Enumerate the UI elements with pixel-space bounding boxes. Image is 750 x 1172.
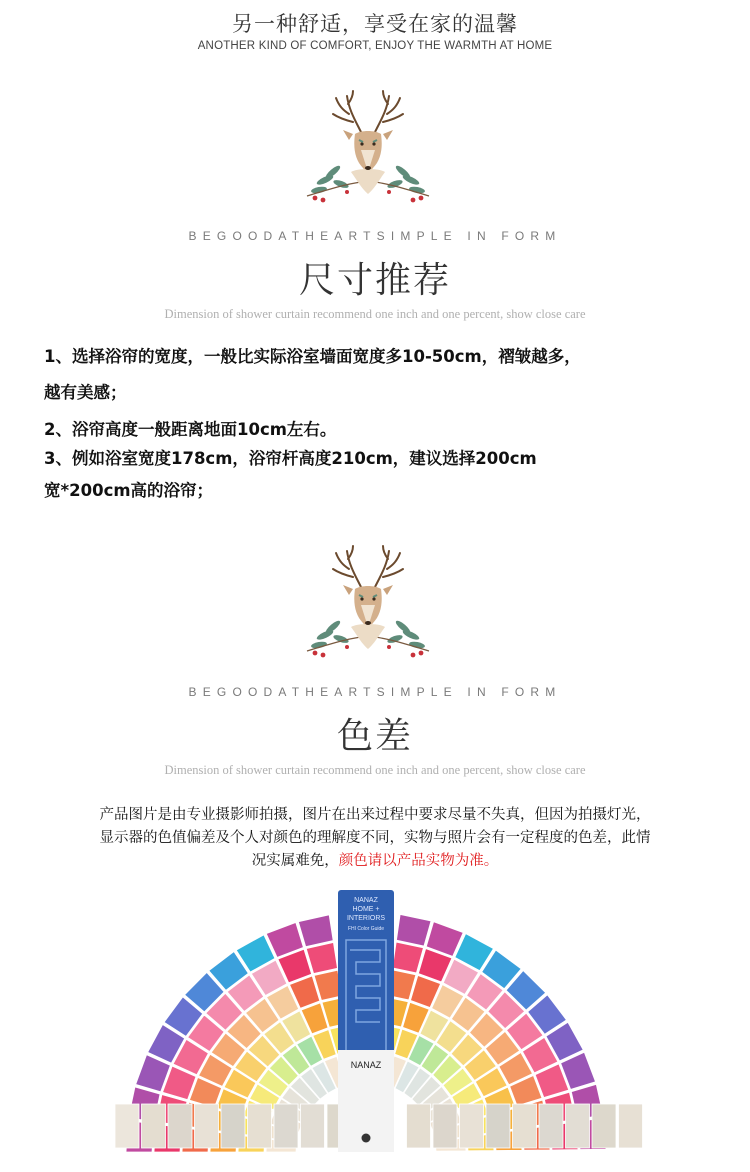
swatch-chip xyxy=(195,1104,219,1148)
deer-wreath-illustration xyxy=(303,543,433,661)
swatch-chip xyxy=(115,1104,139,1148)
swatch-chip xyxy=(168,1104,192,1148)
swatch-chip xyxy=(142,1104,166,1148)
antlers xyxy=(333,546,403,587)
swatch-chip xyxy=(221,1104,245,1148)
swatch-chip xyxy=(298,915,333,947)
color-notice-line-3 xyxy=(0,850,750,872)
color-notice-line-1: 产品图片是由专业摄影师拍摄，图片在出来过程中要求尽量不失真，但因为拍摄灯光， xyxy=(99,807,651,823)
deer-wreath-illustration xyxy=(303,88,433,206)
cover-line-3: INTERIORS xyxy=(346,915,386,922)
cover-line-1: NANAZ xyxy=(354,897,378,904)
swatch-chip xyxy=(392,942,423,973)
size-line-3: 3、例如浴室宽度178cm，浴帘杆高度210cm，建议选择200cm xyxy=(44,449,537,468)
header-title-en: ANOTHER KIND OF COMFORT, ENJOY THE WARMTH AT HOME xyxy=(197,40,553,52)
swatch-chip xyxy=(592,1104,616,1148)
swatch-chip xyxy=(301,1104,325,1148)
color-notice-line-2: 显示器的色值偏差及个人对颜色的理解度不同，实物与照片会有一定程度的色差，此情 xyxy=(99,830,651,846)
section-size-subtitle: Dimension of shower curtain recommend one inch and one percent, show close care xyxy=(164,307,586,321)
antlers xyxy=(333,91,403,132)
swatch-chip xyxy=(407,1104,431,1148)
color-notice-normal: 况实属难免， xyxy=(251,853,339,869)
header-title-cn: 另一种舒适，享受在家的温馨 xyxy=(232,12,518,36)
size-line-1: 1、选择浴帘的宽度，一般比实际浴室墙面宽度多10-50cm，褶皱越多， xyxy=(44,347,581,366)
section-size-title: 尺寸推荐 xyxy=(298,260,451,301)
section-color-tagline: BEGOODATHEARTSIMPLE IN FORM xyxy=(188,685,562,699)
guide-cover xyxy=(338,890,394,1152)
swatch-chip xyxy=(433,1104,457,1148)
cover-line-2: HOME + xyxy=(352,906,380,913)
swatch-chip xyxy=(539,1104,563,1148)
section-size-tagline: BEGOODATHEARTSIMPLE IN FORM xyxy=(188,229,562,243)
swatch-chip xyxy=(306,943,337,974)
swatch-chip xyxy=(486,1104,510,1148)
brand-label: NANAZ xyxy=(350,1060,382,1070)
size-line-1-cont: 越有美感； xyxy=(44,383,127,402)
swatch-chip xyxy=(619,1104,643,1148)
cover-line-4: FHI Color Guide xyxy=(347,926,385,932)
swatch-chip xyxy=(248,1104,272,1148)
section-color-title: 色差 xyxy=(336,716,413,757)
color-notice-highlight: 颜色请以产品实物为准。 xyxy=(338,853,499,869)
swatch-chip xyxy=(566,1104,590,1148)
swatch-chip xyxy=(274,1104,298,1148)
swatch-chip xyxy=(396,914,431,946)
size-line-2: 2、浴帘高度一般距离地面10cm左右。 xyxy=(44,420,337,439)
section-color-subtitle: Dimension of shower curtain recommend one inch and one percent, show close care xyxy=(164,763,586,777)
swatch-chip xyxy=(460,1104,484,1148)
color-swatch-fan-image xyxy=(20,880,730,1170)
size-line-3-cont: 宽*200cm高的浴帘； xyxy=(44,481,214,500)
swatch-chip xyxy=(513,1104,537,1148)
